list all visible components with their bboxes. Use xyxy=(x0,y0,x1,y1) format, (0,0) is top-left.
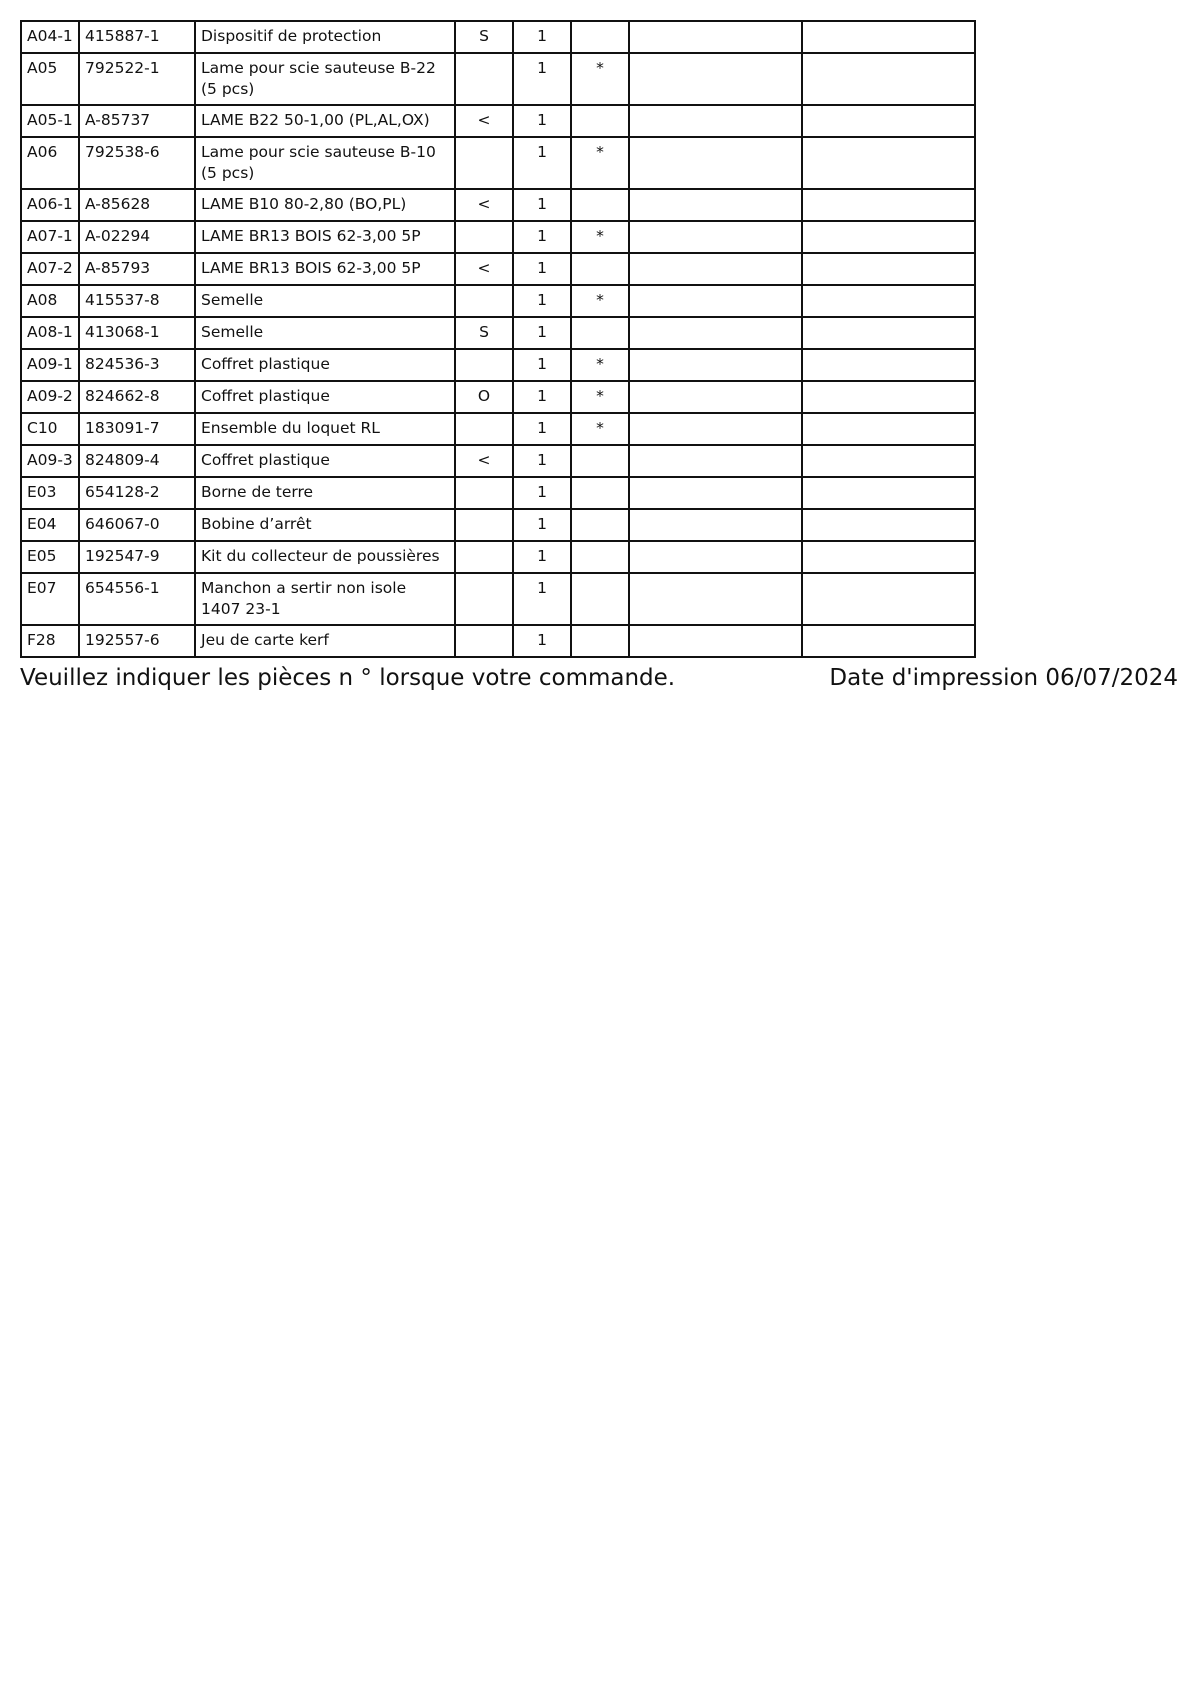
description-cell: Kit du collecteur de poussières xyxy=(195,541,455,573)
position-cell: A05-1 xyxy=(21,105,79,137)
empty-cell xyxy=(629,349,802,381)
table-row xyxy=(21,445,975,477)
marker-cell: * xyxy=(571,285,629,317)
table-row xyxy=(21,477,975,509)
marker-cell: * xyxy=(571,381,629,413)
empty-cell xyxy=(802,349,975,381)
marker-cell xyxy=(571,573,629,625)
table-row xyxy=(21,21,975,53)
description-cell: Coffret plastique xyxy=(195,445,455,477)
empty-cell xyxy=(802,53,975,105)
marker-cell xyxy=(571,477,629,509)
marker-cell xyxy=(571,445,629,477)
marker-cell xyxy=(571,105,629,137)
description-cell: LAME BR13 BOIS 62-3,00 5P xyxy=(195,253,455,285)
quantity-cell: 1 xyxy=(513,253,571,285)
empty-cell xyxy=(802,317,975,349)
empty-cell xyxy=(629,509,802,541)
order-note: Veuillez indiquer les pièces n ° lorsque votre commande. xyxy=(20,665,676,691)
empty-cell xyxy=(802,625,975,657)
description-cell: Lame pour scie sauteuse B-22 (5 pcs) xyxy=(195,53,455,105)
marker-cell xyxy=(571,189,629,221)
marker-cell xyxy=(571,509,629,541)
table-row xyxy=(21,221,975,253)
symbol-cell xyxy=(455,137,513,189)
quantity-cell: 1 xyxy=(513,285,571,317)
table-row xyxy=(21,413,975,445)
description-cell: Lame pour scie sauteuse B-10 (5 pcs) xyxy=(195,137,455,189)
empty-cell xyxy=(802,285,975,317)
position-cell: A06-1 xyxy=(21,189,79,221)
symbol-cell: < xyxy=(455,105,513,137)
quantity-cell: 1 xyxy=(513,349,571,381)
part-number-cell: A-85737 xyxy=(79,105,195,137)
table-row xyxy=(21,53,975,105)
symbol-cell xyxy=(455,509,513,541)
part-number-cell: 415537-8 xyxy=(79,285,195,317)
table-row xyxy=(21,573,975,625)
symbol-cell xyxy=(455,541,513,573)
marker-cell xyxy=(571,317,629,349)
part-number-cell: 413068-1 xyxy=(79,317,195,349)
position-cell: E07 xyxy=(21,573,79,625)
description-cell: Coffret plastique xyxy=(195,381,455,413)
position-cell: A09-3 xyxy=(21,445,79,477)
empty-cell xyxy=(802,105,975,137)
position-cell: A08-1 xyxy=(21,317,79,349)
quantity-cell: 1 xyxy=(513,137,571,189)
position-cell: C10 xyxy=(21,413,79,445)
description-cell: Borne de terre xyxy=(195,477,455,509)
description-cell: LAME B22 50-1,00 (PL,AL,OX) xyxy=(195,105,455,137)
empty-cell xyxy=(629,21,802,53)
quantity-cell: 1 xyxy=(513,445,571,477)
marker-cell xyxy=(571,253,629,285)
symbol-cell xyxy=(455,285,513,317)
table-row xyxy=(21,137,975,189)
description-cell: Coffret plastique xyxy=(195,349,455,381)
position-cell: A08 xyxy=(21,285,79,317)
quantity-cell: 1 xyxy=(513,625,571,657)
symbol-cell xyxy=(455,413,513,445)
symbol-cell xyxy=(455,477,513,509)
empty-cell xyxy=(629,573,802,625)
quantity-cell: 1 xyxy=(513,541,571,573)
part-number-cell: 824662-8 xyxy=(79,381,195,413)
quantity-cell: 1 xyxy=(513,189,571,221)
symbol-cell: S xyxy=(455,317,513,349)
symbol-cell: O xyxy=(455,381,513,413)
empty-cell xyxy=(802,413,975,445)
table-row xyxy=(21,509,975,541)
parts-table xyxy=(20,20,976,658)
quantity-cell: 1 xyxy=(513,381,571,413)
symbol-cell: < xyxy=(455,445,513,477)
empty-cell xyxy=(629,381,802,413)
marker-cell: * xyxy=(571,137,629,189)
description-cell: Dispositif de protection xyxy=(195,21,455,53)
empty-cell xyxy=(629,137,802,189)
empty-cell xyxy=(802,381,975,413)
position-cell: A09-2 xyxy=(21,381,79,413)
part-number-cell: 183091-7 xyxy=(79,413,195,445)
empty-cell xyxy=(802,189,975,221)
symbol-cell xyxy=(455,53,513,105)
quantity-cell: 1 xyxy=(513,221,571,253)
part-number-cell: A-85793 xyxy=(79,253,195,285)
part-number-cell: 646067-0 xyxy=(79,509,195,541)
marker-cell xyxy=(571,21,629,53)
marker-cell: * xyxy=(571,221,629,253)
part-number-cell: A-02294 xyxy=(79,221,195,253)
symbol-cell xyxy=(455,349,513,381)
position-cell: A06 xyxy=(21,137,79,189)
part-number-cell: 792522-1 xyxy=(79,53,195,105)
description-cell: Jeu de carte kerf xyxy=(195,625,455,657)
symbol-cell: S xyxy=(455,21,513,53)
quantity-cell: 1 xyxy=(513,477,571,509)
symbol-cell xyxy=(455,625,513,657)
print-date: Date d'impression 06/07/2024 xyxy=(829,665,1178,691)
table-row xyxy=(21,381,975,413)
position-cell: F28 xyxy=(21,625,79,657)
table-row xyxy=(21,105,975,137)
table-row xyxy=(21,349,975,381)
description-cell: Bobine d’arrêt xyxy=(195,509,455,541)
quantity-cell: 1 xyxy=(513,509,571,541)
empty-cell xyxy=(802,221,975,253)
table-row xyxy=(21,625,975,657)
table-row xyxy=(21,285,975,317)
quantity-cell: 1 xyxy=(513,317,571,349)
empty-cell xyxy=(629,317,802,349)
empty-cell xyxy=(802,573,975,625)
empty-cell xyxy=(629,625,802,657)
part-number-cell: 792538-6 xyxy=(79,137,195,189)
position-cell: A05 xyxy=(21,53,79,105)
symbol-cell: < xyxy=(455,189,513,221)
empty-cell xyxy=(629,413,802,445)
description-cell: Semelle xyxy=(195,317,455,349)
part-number-cell: A-85628 xyxy=(79,189,195,221)
position-cell: E03 xyxy=(21,477,79,509)
table-row xyxy=(21,541,975,573)
empty-cell xyxy=(629,253,802,285)
empty-cell xyxy=(629,445,802,477)
part-number-cell: 192547-9 xyxy=(79,541,195,573)
marker-cell xyxy=(571,625,629,657)
position-cell: A07-2 xyxy=(21,253,79,285)
description-cell: Ensemble du loquet RL xyxy=(195,413,455,445)
empty-cell xyxy=(629,541,802,573)
quantity-cell: 1 xyxy=(513,53,571,105)
parts-table-body xyxy=(21,21,975,657)
description-cell: Semelle xyxy=(195,285,455,317)
part-number-cell: 824809-4 xyxy=(79,445,195,477)
empty-cell xyxy=(802,541,975,573)
part-number-cell: 192557-6 xyxy=(79,625,195,657)
empty-cell xyxy=(629,105,802,137)
part-number-cell: 654556-1 xyxy=(79,573,195,625)
quantity-cell: 1 xyxy=(513,105,571,137)
position-cell: E04 xyxy=(21,509,79,541)
position-cell: E05 xyxy=(21,541,79,573)
marker-cell: * xyxy=(571,53,629,105)
empty-cell xyxy=(802,509,975,541)
quantity-cell: 1 xyxy=(513,21,571,53)
description-cell: Manchon a sertir non isole 1407 23-1 xyxy=(195,573,455,625)
position-cell: A07-1 xyxy=(21,221,79,253)
empty-cell xyxy=(629,221,802,253)
empty-cell xyxy=(629,53,802,105)
position-cell: A09-1 xyxy=(21,349,79,381)
marker-cell xyxy=(571,541,629,573)
marker-cell: * xyxy=(571,413,629,445)
table-row xyxy=(21,253,975,285)
part-number-cell: 654128-2 xyxy=(79,477,195,509)
empty-cell xyxy=(802,445,975,477)
empty-cell xyxy=(802,253,975,285)
table-row xyxy=(21,189,975,221)
table-row xyxy=(21,317,975,349)
part-number-cell: 415887-1 xyxy=(79,21,195,53)
empty-cell xyxy=(802,137,975,189)
part-number-cell: 824536-3 xyxy=(79,349,195,381)
symbol-cell xyxy=(455,221,513,253)
empty-cell xyxy=(629,189,802,221)
description-cell: LAME B10 80-2,80 (BO,PL) xyxy=(195,189,455,221)
symbol-cell: < xyxy=(455,253,513,285)
empty-cell xyxy=(629,477,802,509)
empty-cell xyxy=(802,477,975,509)
quantity-cell: 1 xyxy=(513,413,571,445)
position-cell: A04-1 xyxy=(21,21,79,53)
empty-cell xyxy=(802,21,975,53)
empty-cell xyxy=(629,285,802,317)
marker-cell: * xyxy=(571,349,629,381)
symbol-cell xyxy=(455,573,513,625)
quantity-cell: 1 xyxy=(513,573,571,625)
description-cell: LAME BR13 BOIS 62-3,00 5P xyxy=(195,221,455,253)
